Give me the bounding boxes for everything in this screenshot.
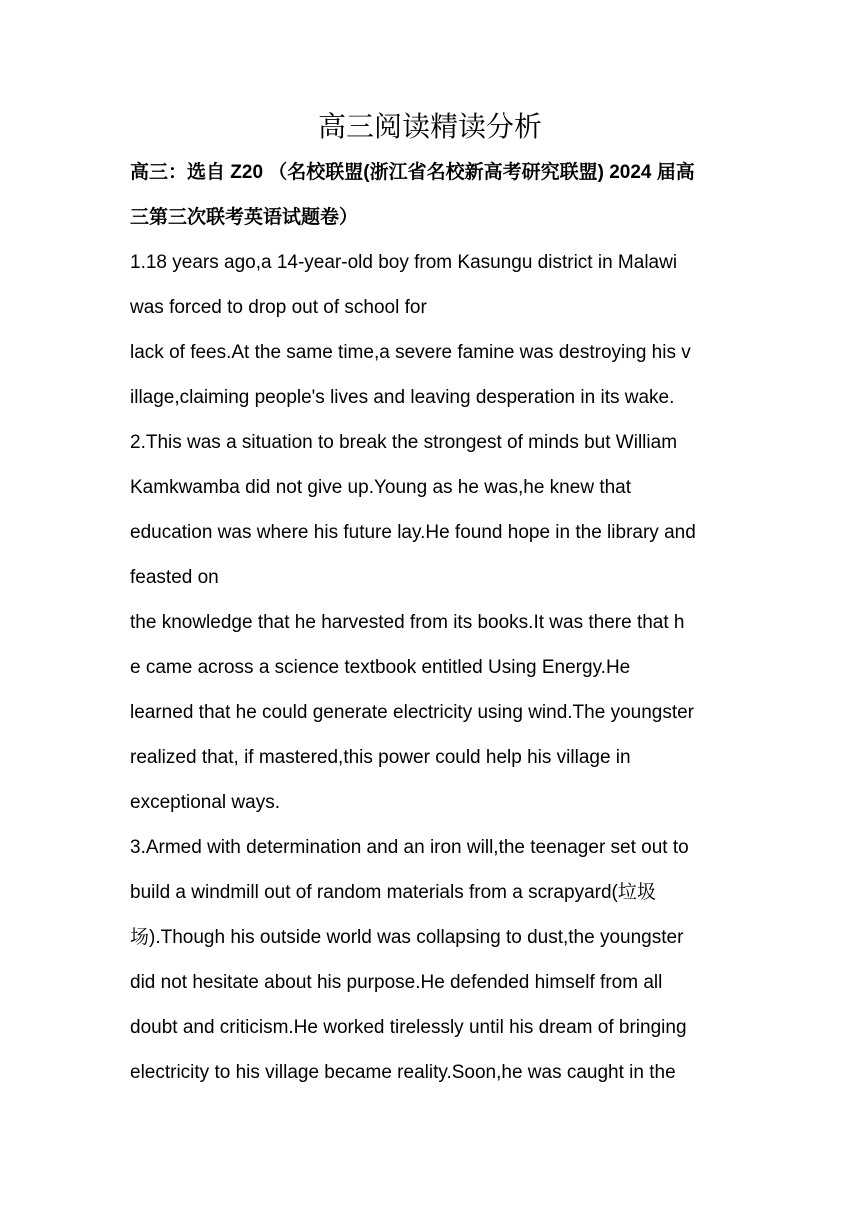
body-line: doubt and criticism.He worked tirelessly until his dream of bringing	[130, 1017, 687, 1038]
body-line: 1.18 years ago,a 14-year-old boy from Kasungu district in Malawi	[130, 252, 678, 273]
body-line: did not hesitate about his purpose.He defended himself from all	[130, 972, 663, 993]
body-line: learned that he could generate electricity using wind.The youngster	[130, 702, 695, 723]
body-line: 场).Though his outside world was collapsing to dust,the youngster	[130, 927, 684, 948]
body-line: build a windmill out of random materials from a scrapyard(垃圾	[130, 882, 656, 903]
page-title: 高三阅读精读分析	[317, 110, 542, 143]
source-line: 三第三次联考英语试题卷）	[130, 207, 359, 228]
body-line: the knowledge that he harvested from its books.It was there that h	[130, 612, 685, 633]
body-line: realized that, if mastered,this power could help his village in	[130, 747, 631, 768]
body-line: exceptional ways.	[130, 792, 280, 813]
body-line: lack of fees.At the same time,a severe famine was destroying his v	[130, 342, 691, 363]
body-line: e came across a science textbook entitled Using Energy.He	[130, 657, 631, 678]
body-line: illage,claiming people's lives and leaving desperation in its wake.	[130, 387, 675, 408]
body-line: Kamkwamba did not give up.Young as he was,he knew that	[130, 477, 632, 498]
source-line: 高三：选自 Z20 （名校联盟(浙江省名校新高考研究联盟) 2024 届高	[130, 162, 695, 183]
body-line: was forced to drop out of school for	[130, 297, 427, 318]
body-line: education was where his future lay.He found hope in the library and	[130, 522, 696, 543]
body-line: 3.Armed with determination and an iron will,the teenager set out to	[130, 837, 689, 858]
body-line: 2.This was a situation to break the strongest of minds but William	[130, 432, 678, 453]
body-line: electricity to his village became reality.Soon,he was caught in the	[130, 1062, 676, 1083]
body-line: feasted on	[130, 567, 219, 588]
